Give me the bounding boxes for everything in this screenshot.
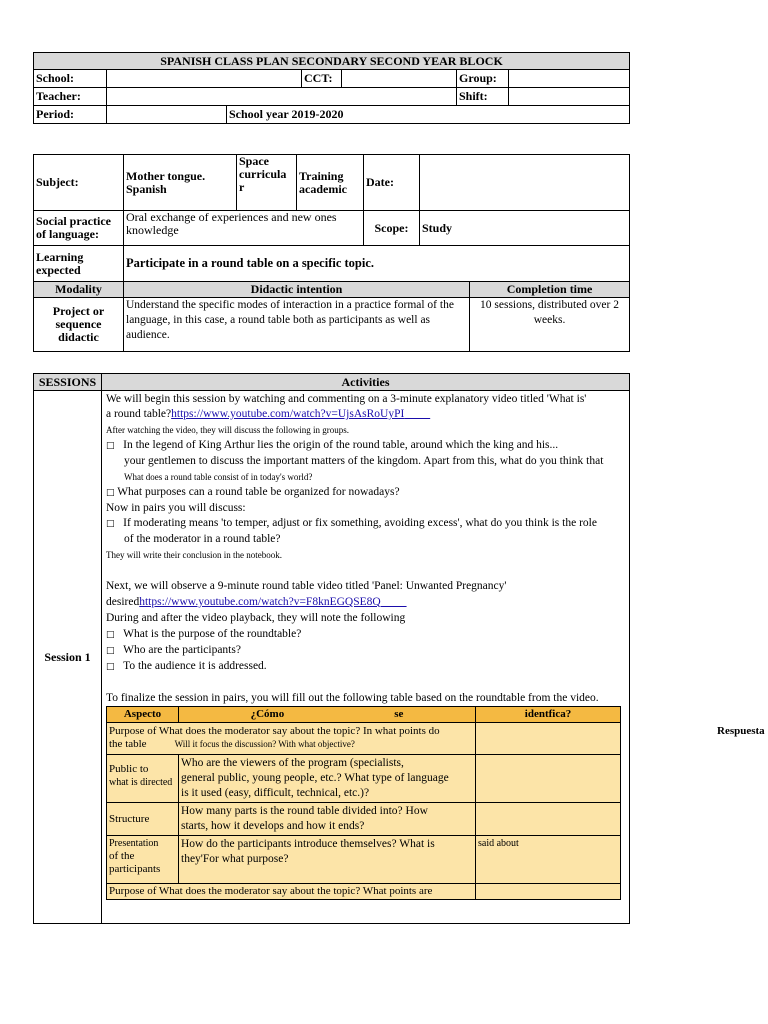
activity-line: your gentlemen to discuss the important matters of the kingdom. Apart from this, what do you think that [124,455,604,467]
plan-header-table [33,52,630,124]
activity-line: Next, we will observe a 9-minute round table video titled 'Panel: Unwanted Pregnancy' [106,580,507,592]
checkbox-icon: □ [106,441,115,451]
activity-line: To finalize the session in pairs, you will fill out the following table based on the roundtable from the video. [106,692,599,704]
activity-line: of the moderator in a round table? [124,533,281,545]
table-row: Purpose of What does the moderator say about the topic? What points are [107,884,476,900]
activity-line: We will begin this session by watching and commenting on a 3-minute explanatory video titled 'What is' [106,393,587,405]
how-header: ¿Cómo se [179,707,476,723]
checkbox-icon: □ [106,519,115,529]
bullet-item: □ What purposes can a round table be organized for nowadays? [106,486,400,498]
teacher-label: Teacher: [34,88,107,106]
table-row: Public to what is directed [107,755,179,803]
date-label: Date: [364,155,420,211]
checkbox-icon: □ [106,488,115,498]
social-practice-value: Oral exchange of experiences and new ones knowledge [124,211,364,246]
bullet-item: □ What is the purpose of the roundtable? [106,628,302,640]
activity-line: After watching the video, they will discuss the following in groups. [106,425,349,435]
learning-value: Participate in a round table on a specific topic. [124,246,630,282]
school-year: School year 2019-2020 [227,106,630,124]
training-label: Training academic [297,155,364,211]
how-cell: How do the participants introduce themselves? What is they'For what purpose? [179,836,476,884]
sessions-table [33,373,630,924]
shift-label: Shift: [457,88,509,106]
answer-cell[interactable]: said about [476,836,621,884]
period-field[interactable] [107,106,227,124]
activity-line: a round table?https://www.youtube.com/watch?v=UjsAsRoUyPI [106,408,405,420]
date-field[interactable] [420,155,630,211]
aspect-header: Aspecto [107,707,179,723]
completion-value: 10 sessions, distributed over 2 weeks. [470,298,630,352]
table-row: Presentation of the participants [107,836,179,884]
checkbox-icon: □ [106,662,115,672]
space-label: Space curricula r [237,155,297,211]
activity-line: During and after the video playback, they will note the following [106,612,406,624]
how-cell: Who are the viewers of the program (specialists, general public, young people, etc.? What type of language is it used (easy, difficult, technical, etc.)? [179,755,476,803]
checkbox-icon: □ [106,630,115,640]
group-field[interactable] [509,70,630,88]
activity-line: desiredhttps://www.youtube.com/watch?v=F8knEGQSE8Q [106,596,381,608]
period-label: Period: [34,106,107,124]
video-link-1[interactable]: https://www.youtube.com/watch?v=UjsAsRoUyPI [171,408,405,420]
school-label: School: [34,70,107,88]
subject-table [33,154,630,352]
activities-label: Activities [102,374,630,391]
bullet-item: □ In the legend of King Arthur lies the origin of the round table, around which the king and his... [106,439,559,451]
bullet-item: □ If moderating means 'to temper, adjust or fix something, avoiding excess', what do you think is the role [106,517,597,529]
activity-line: They will write their conclusion in the notebook. [106,550,282,560]
completion-label: Completion time [470,282,630,298]
group-label: Group: [457,70,509,88]
social-practice-label: Social practice of language: [34,211,124,246]
session-name: Session 1 [34,391,102,924]
checkbox-icon: □ [106,646,115,656]
activity-line: What does a round table consist of in today's world? [124,472,313,482]
answer-cell[interactable] [476,755,621,803]
how-cell: How many parts is the round table divided into? How starts, how it develops and how it ends? [179,803,476,836]
bullet-item: □ To the audience it is addressed. [106,660,267,672]
learning-label: Learning expected [34,246,124,282]
answer-column-label: Respuesta [717,725,765,737]
school-field[interactable] [107,70,302,88]
cct-label: CCT: [302,70,342,88]
didactic-label: Didactic intention [124,282,470,298]
subject-label: Subject: [34,155,124,211]
activity-line: Now in pairs you will discuss: [106,502,246,514]
shift-field[interactable] [509,88,630,106]
modality-label: Modality [34,282,124,298]
video-link-2[interactable]: https://www.youtube.com/watch?v=F8knEGQSE8Q [139,596,381,608]
answer-cell[interactable] [476,884,621,900]
table-row: Purpose of What does the moderator say about the topic? In what points do the table Will it focus the discussion? With what objective? [107,723,476,755]
didactic-value: Understand the specific modes of interaction in a practice formal of the language, in this case, a round table both as participants as well as audience. [124,298,470,352]
activities-cell [102,391,630,924]
cct-field[interactable] [342,70,457,88]
answer-cell[interactable] [476,723,621,755]
answer-cell[interactable] [476,803,621,836]
bullet-item: □ Who are the participants? [106,644,241,656]
roundtable-analysis-table [106,706,621,900]
table-row: Structure [107,803,179,836]
project-label: Project or sequence didactic [34,298,124,352]
identified-header: identfica? [476,707,621,723]
sessions-label: SESSIONS [34,374,102,391]
teacher-field[interactable] [107,88,457,106]
plan-title: SPANISH CLASS PLAN SECONDARY SECOND YEAR BLOCK [34,53,630,70]
scope-value: Study [420,211,630,246]
scope-label: Scope: [364,211,420,246]
subject-value: Mother tongue. Spanish [124,155,237,211]
